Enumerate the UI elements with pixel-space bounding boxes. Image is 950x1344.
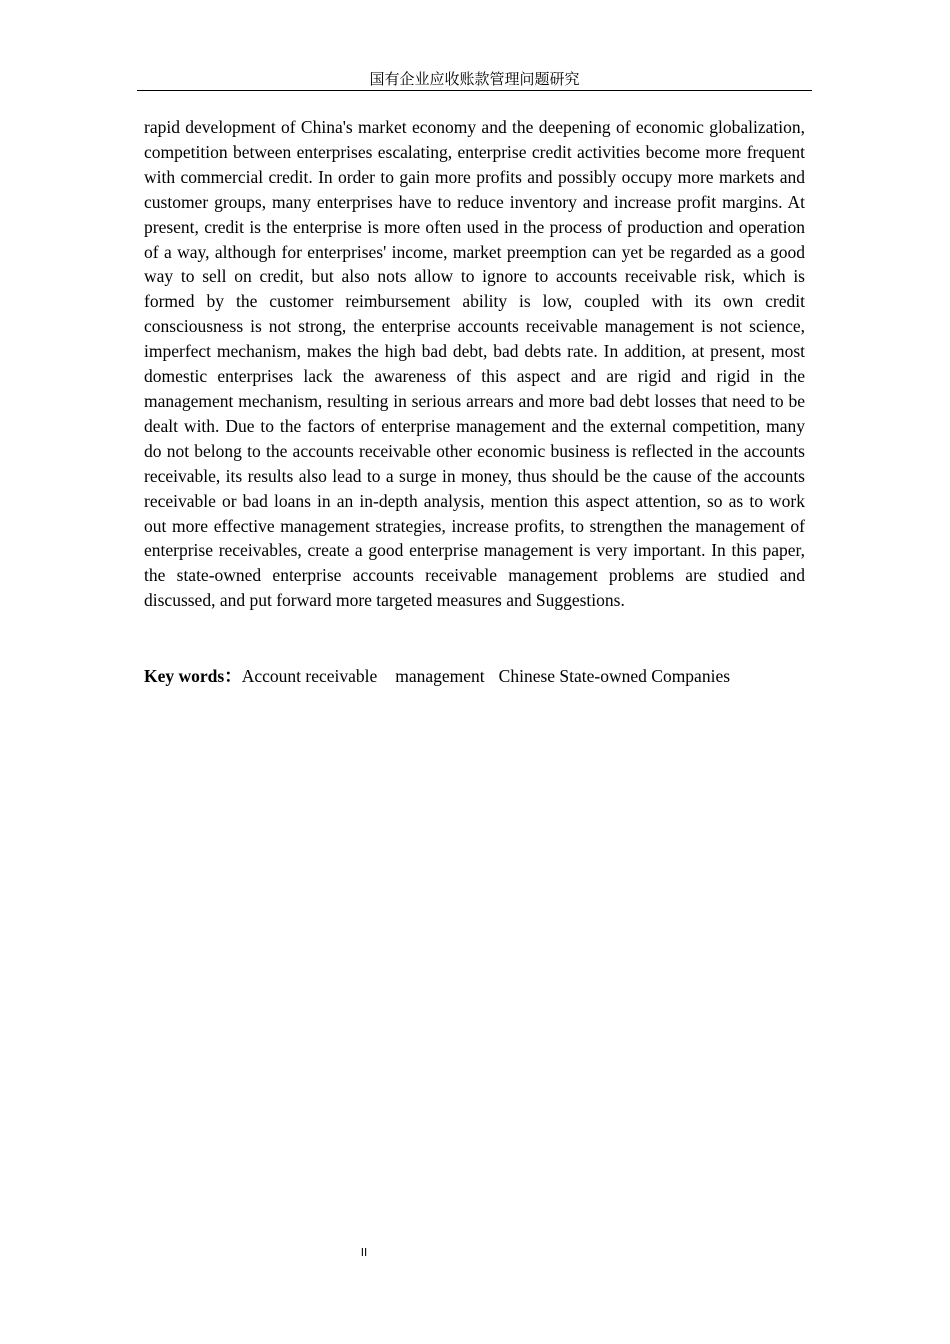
running-header-title: 国有企业应收账款管理问题研究 [369, 70, 580, 88]
keyword-item: management [395, 666, 485, 686]
keywords-label: Key words： [144, 666, 242, 686]
page-number: II [360, 1246, 368, 1259]
keyword-item: Account receivable [241, 666, 378, 686]
header-rule [137, 90, 812, 91]
keyword-item: Chinese State-owned Companies [498, 666, 731, 686]
keywords-line [144, 664, 824, 689]
abstract-paragraph: rapid development of China's market economy and the deepening of economic globalization, competition between enterprises escalating, enterprise credit activities become more frequent with commercial credit. In order to gain more profits and possibly occupy more markets and customer groups, many enterprises have to reduce inventory and increase profit margins. At present, credit is the enterprise is more often used in the process of production and operation of a way, although for enterprises' income, market preemption can yet be regarded as a good way to sell on credit, but also nots allow to ignore to accounts receivable risk, which is formed by the customer reimbursement ability is low, coupled with its own credit consciousness is not strong, the enterprise accounts receivable management is not science, imperfect mechanism, makes the high bad debt, bad debts rate. In addition, at present, most domestic enterprises lack the awareness of this aspect and are rigid and rigid in the management mechanism, resulting in serious arrears and more bad debt losses that need to be dealt with. Due to the factors of enterprise management and the external competition, many do not belong to the accounts receivable other economic business is reflected in the accounts receivable, its results also lead to a surge in money, thus should be the cause of the accounts receivable or bad loans in an in-depth analysis, mention this aspect attention, so as to work out more effective management strategies, increase profits, to strengthen the management of enterprise receivables, create a good enterprise management is very important. In this paper, the state-owned enterprise accounts receivable management problems are studied and discussed, and put forward more targeted measures and Suggestions. [144, 117, 805, 611]
